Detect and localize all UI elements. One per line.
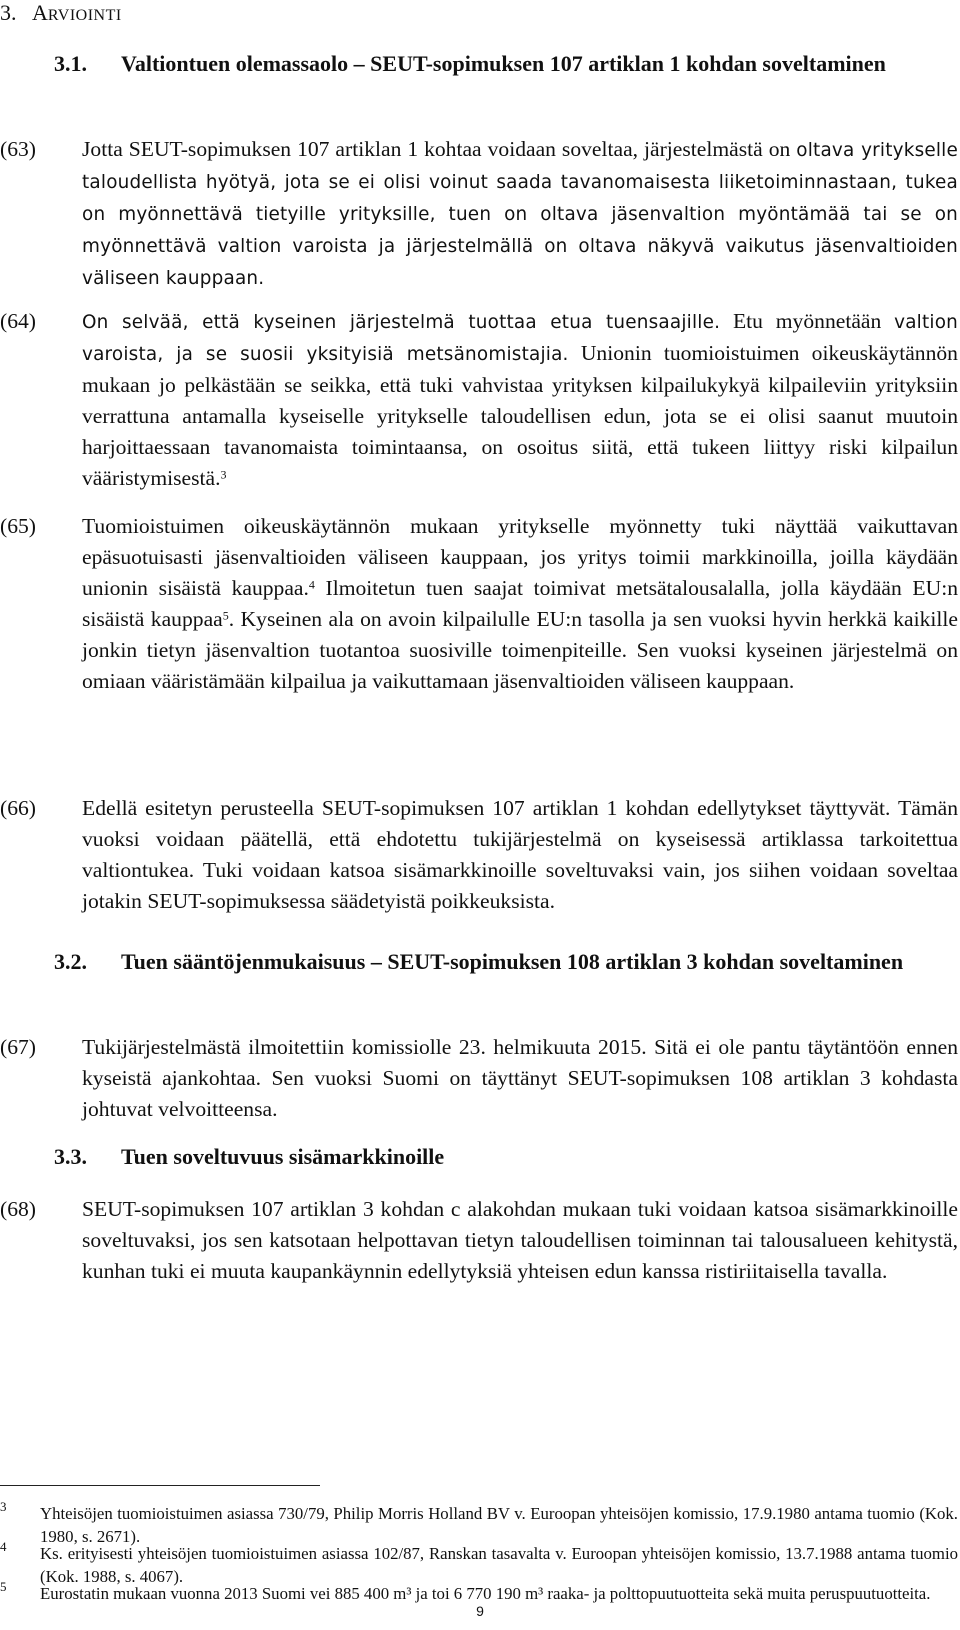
footnote-number: 3: [0, 1499, 7, 1514]
subsection-number: 3.2.: [54, 949, 87, 974]
paragraph-67: [0, 1032, 958, 1125]
paragraph-number: (67): [0, 1035, 36, 1059]
paragraph-text-part: Tuomioistuimen oikeuskäytännön mukaan yritykselle myönnetty tuki näyttää vaikuttavan epäsuotuisasti jäsenvaltioiden väliseen kauppaan, jos yritys toimii markkinoilla, joilla käydään unionin sisäistä kauppaa.: [82, 514, 958, 600]
paragraph-65: [0, 511, 958, 697]
paragraph-text-part: oltava yritykselle taloudellista hyötyä, jota se ei olisi voinut saada tavanomaisesta liiketoiminnastaan, tukea on myönnettävä tietyille yrityksille, tuen on oltava jäsenvaltion myöntämää tai se on myönnettävä valtion varoista ja järjestelmällä on oltava näkyvä vaikutus jäsenvaltioiden väliseen kauppaan.: [82, 140, 958, 289]
subsection-title: Tuen sääntöjenmukaisuus – SEUT-sopimuksen 108 artiklan 3 kohdan soveltaminen: [121, 949, 904, 974]
paragraph-text-part: . Kyseinen ala on avoin kilpailulle EU:n tasolla ja sen vuoksi hyvin herkkä kaikille jonkin tietyn jäsenvaltion tuotantoa suosiville toimenpiteille. Sen vuoksi kyseinen järjestelmä on omiaan vääristämään kilpailua ja vaikuttamaan jäsenvaltioiden väliseen kauppaan.: [82, 607, 958, 693]
paragraph-number: (68): [0, 1197, 36, 1221]
section-title-rest: RVIOINTI: [47, 7, 122, 24]
footnote-separator: [0, 1485, 320, 1486]
paragraph-66: [0, 793, 958, 917]
page-number: 9: [476, 1603, 484, 1619]
footnote-number: 4: [0, 1539, 7, 1554]
subsection-heading: [54, 48, 960, 79]
footnote-text: Eurostatin mukaan vuonna 2013 Suomi vei 885 400 m³ ja toi 6 770 190 m³ raaka- ja polttopuutuotteita sekä muita peruspuutuotteita.: [40, 1584, 931, 1603]
paragraph-text-part: On selvää, että kyseinen järjestelmä tuottaa etua tuensaajille.: [82, 312, 721, 333]
footnote-number: 5: [0, 1579, 7, 1594]
subsection-title: Tuen soveltuvuus sisämarkkinoille: [121, 1144, 445, 1169]
paragraph-number: (66): [0, 796, 36, 820]
section-number: 3.: [0, 0, 17, 25]
paragraph-text-part: Jotta SEUT-sopimuksen 107 artiklan 1 kohtaa voidaan soveltaa, järjestelmästä on: [82, 137, 791, 161]
paragraph-64: [0, 306, 958, 494]
footnote-ref: 5: [222, 608, 229, 623]
paragraph-text-part: valtion varoista, ja se suosii yksityisiä metsänomistajia.: [82, 312, 958, 365]
paragraph-text-part: Etu myönnetään: [720, 309, 882, 333]
paragraph-text: [82, 511, 958, 697]
subsection-title: Valtiontuen olemassaolo – SEUT-sopimuksen 107 artiklan 1 kohdan soveltaminen: [121, 51, 886, 76]
paragraph-number: (63): [0, 137, 36, 161]
paragraph-text: Tukijärjestelmästä ilmoitettiin komissiolle 23. helmikuuta 2015. Sitä ei ole pantu täytäntöön ennen kyseistä ajankohtaa. Sen vuoksi Suomi on täyttänyt SEUT-sopimuksen 108 artiklan 3 kohdasta johtuvat velvoitteensa.: [82, 1035, 958, 1121]
subsection-heading: [54, 1141, 960, 1172]
paragraph-number: (65): [0, 514, 36, 538]
paragraph-63: [0, 134, 958, 294]
subsection-number: 3.1.: [54, 51, 87, 76]
paragraph-text: SEUT-sopimuksen 107 artiklan 3 kohdan c alakohdan mukaan tuki voidaan katsoa sisämarkkinoille soveltuvaksi, jos sen katsotaan helpottavan tietyn taloudellisen toiminnan tai talousalueen kehitystä, kunhan tuki ei muuta kaupankäynnin edellytyksiä yhteisen edun kanssa ristiriitaisella tavalla.: [82, 1197, 958, 1283]
paragraph-text-part: Unionin tuomioistuimen oikeuskäytännön mukaan jo pelkästään se seikka, että tuki vahvistaa yrityksen kilpailukykyä kilpaileviin yrityksiin verrattuna antamalla kyseiselle yritykselle taloudellisen edun, jota se ei olisi saanut muutoin harjoittaessaan tavanomaista toimintaansa, on osoitus siitä, että tukeen liittyy riski kilpailun vääristymisestä.: [82, 341, 958, 490]
subsection-number: 3.3.: [54, 1144, 87, 1169]
footnote-text: Ks. erityisesti yhteisöjen tuomioistuimen asiassa 102/87, Ranskan tasavalta v. Euroopan yhteisöjen komissio, 13.7.1988 antama tuomio (Kok. 1988, s. 4067).: [40, 1544, 958, 1586]
section-title-initial: A: [32, 0, 48, 25]
paragraph-68: [0, 1194, 958, 1287]
paragraph-text: [82, 306, 958, 494]
footnote: [0, 1579, 958, 1605]
footnote-ref: 4: [308, 577, 315, 592]
paragraph-number: (64): [0, 309, 36, 333]
paragraph-text: [82, 134, 958, 294]
paragraph-text-part: Ilmoitetun tuen saajat toimivat metsätalousalalla, jolla käydään EU:n sisäistä kauppaa: [82, 576, 958, 631]
paragraph-text: Edellä esitetyn perusteella SEUT-sopimuksen 107 artiklan 1 kohdan edellytykset täyttyvät. Tämän vuoksi voidaan päätellä, että ehdotettu tukijärjestelmä on kyseisessä artiklassa tarkoitettua valtiontukea. Tuki voidaan katsoa sisämarkkinoille soveltuvaksi vain, jos siihen voidaan soveltaa jotakin SEUT-sopimuksessa säädetyistä poikkeuksista.: [82, 796, 958, 913]
footnote-text: Yhteisöjen tuomioistuimen asiassa 730/79, Philip Morris Holland BV v. Euroopan yhteisöjen komissio, 17.9.1980 antama tuomio (Kok. 1980, s. 2671).: [40, 1504, 958, 1546]
subsection-heading: [54, 946, 960, 977]
footnote-ref: 3: [220, 467, 227, 482]
section-heading: [0, 0, 122, 29]
